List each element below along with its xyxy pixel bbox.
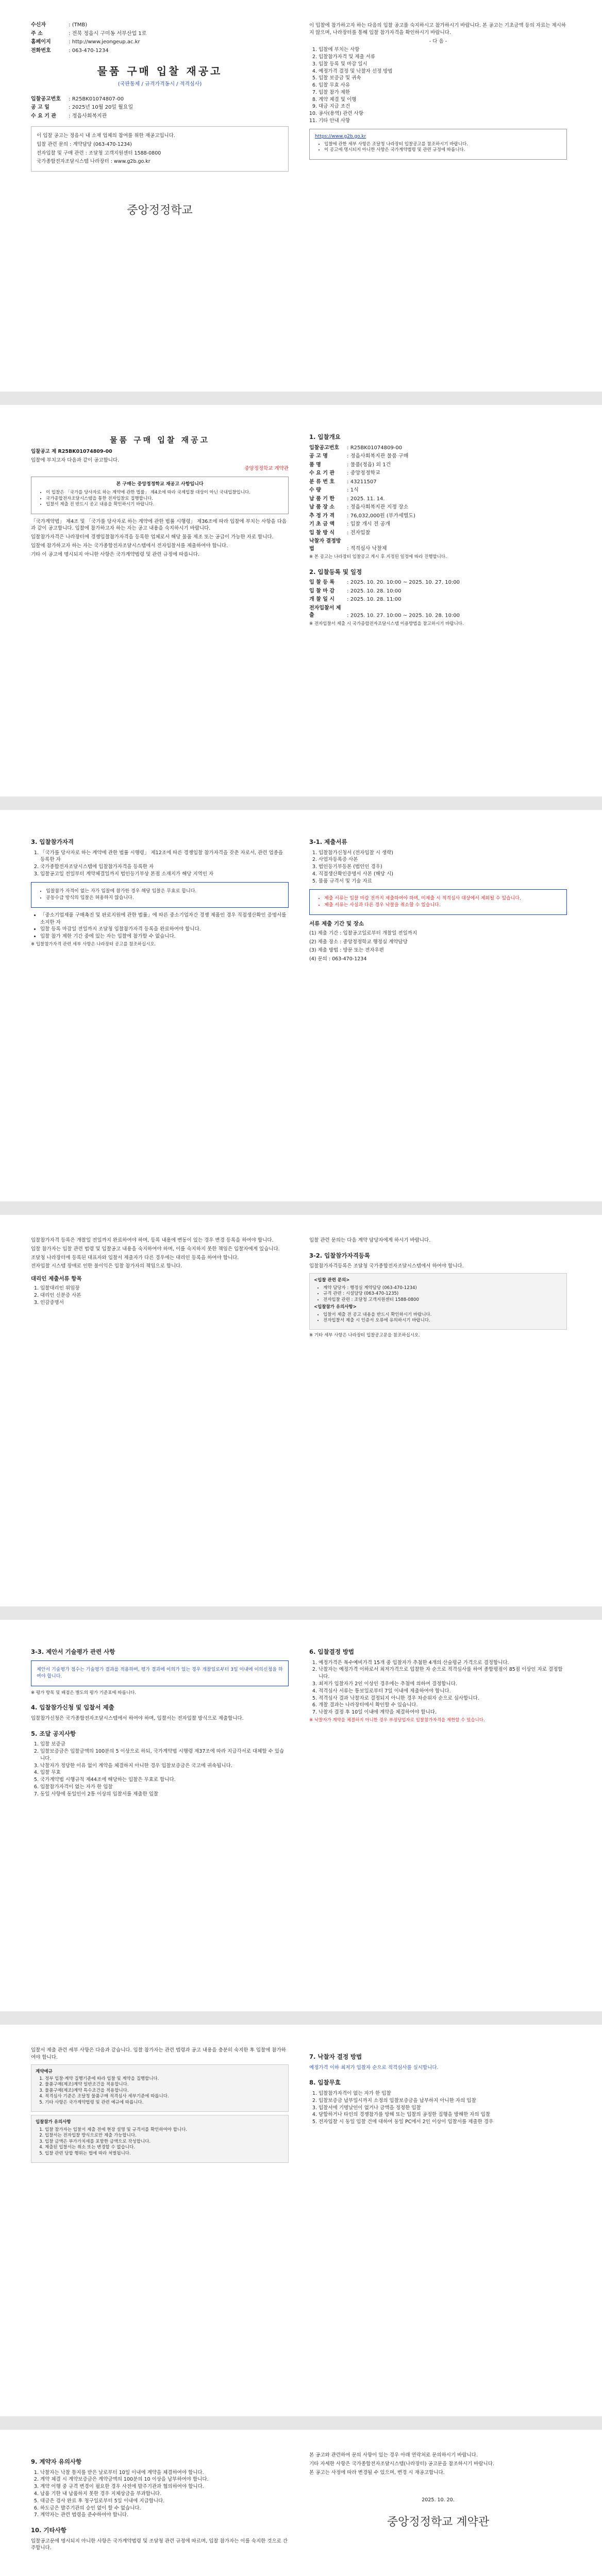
- outline-item: 7. 입찰 참가 제한: [319, 89, 567, 96]
- row-label: 공 고 명: [309, 453, 328, 460]
- decision-item: 5. 적격심사 결과 낙찰자로 결정되지 아니한 경우 차순위자 순으로 심사합니다.: [319, 1695, 567, 1702]
- row-value: 2025. 10. 28. 10:00: [350, 588, 402, 594]
- notice-date: 2025. 10. 20.: [422, 2497, 455, 2503]
- qualification-item: • 「중소기업제품 구매촉진 및 판로지원에 관한 법률」에 따른 중소기업자간 경쟁 제품인 경우 직접생산확인 증명서를 소지한 자: [40, 912, 289, 926]
- row-value: 정읍사회복지관 물품 구매: [350, 453, 409, 460]
- note: ※ 평가 항목 및 배점은 별도의 평가 기준표에 따릅니다.: [31, 1690, 136, 1696]
- procurement-item: 7. 동일 사항에 동일인이 2통 이상의 입찰서를 제출한 입찰: [40, 1791, 289, 1798]
- row-label: 추 정 가 격: [309, 513, 335, 519]
- section-heading: 2. 입찰등록 및 일정: [309, 568, 362, 575]
- box-line: • 공동수급 방식의 입찰은 허용하지 않습니다.: [46, 895, 283, 902]
- contractor-item: 3. 계약 이행 중 규격 변경이 필요한 경우 사전에 발주기관과 협의하여야 합니다.: [40, 2483, 289, 2490]
- signature-block: 중앙정정학교 계약관: [387, 2516, 490, 2529]
- overview-row: 입찰공고번호 : R25BK01074809-00: [309, 445, 567, 452]
- closing-line: 본 공고와 관련하여 문의 사항이 있는 경우 아래 연락처로 문의하시기 바랍니다.: [309, 2452, 478, 2458]
- row-label: 수 요 기 관: [31, 113, 57, 119]
- note-item: • 이 공고에 명시되지 아니한 사항은 국가계약법령 및 관련 규정에 따릅니다.: [324, 147, 561, 153]
- body-paragraph: 입찰참가자격은 나라장터에 경쟁입찰참가자격을 등록한 업체로서 해당 물품 제조 또는 공급이 가능한 자로 합니다.: [31, 534, 274, 540]
- submission-line: (1) 제출 기간 : 입찰공고일로부터 개찰일 전일까지: [309, 930, 417, 936]
- outline-item: 2. 입찰참가자격 및 제출 서류: [319, 54, 567, 61]
- row-value: 입찰 개시 전 공개: [350, 521, 390, 528]
- box-line: • 이 입찰은 「국가를 당사자로 하는 계약에 관한 법률」 제4조에 따라 국제입찰 대상이 아닌 국내입찰입니다.: [46, 490, 283, 496]
- intro-text: 입찰참가자격등록은 조달청 국가종합전자조달시스템에서 하여야 합니다.: [309, 1263, 464, 1269]
- section-divider: - 다 음 -: [429, 38, 447, 44]
- box-line: • 입찰참가 자격이 없는 자가 입찰에 참가한 경우 해당 입찰은 무효로 합니다.: [46, 888, 283, 895]
- document-item: 2. 사업자등록증 사본: [319, 856, 567, 863]
- page-separator: [0, 1201, 602, 1215]
- row-label: 기 초 금 액: [309, 521, 335, 528]
- row-label: 홈페이지: [31, 39, 51, 45]
- row-value: R25BK01074807-00: [72, 96, 124, 102]
- row-label: 입 찰 방 식: [309, 530, 335, 536]
- page3-left: [31, 831, 289, 949]
- row-label: 분 류 번 호: [309, 479, 335, 485]
- page4-left: [31, 1235, 289, 1308]
- section-heading: 8. 입찰무효: [309, 2079, 341, 2087]
- page2-left: [31, 426, 289, 560]
- caution-item: 4. 제출된 입찰서는 취소 또는 변경할 수 없습니다.: [45, 2145, 284, 2150]
- contractor-item: 1. 낙찰자는 낙찰 통지를 받은 날로부터 10일 이내에 계약을 체결하여야 합니다.: [40, 2469, 289, 2477]
- caution-item: 5. 입찰 관련 담합 행위는 법에 따라 처벌됩니다.: [45, 2151, 284, 2157]
- row-value: 전자입찰: [350, 530, 371, 536]
- row-value: 2025. 10. 20. 10:00 ~ 2025. 10. 27. 10:00: [350, 580, 460, 586]
- row-value: (TMB): [72, 22, 88, 28]
- outline-item: 11. 기타 안내 사항: [319, 117, 567, 125]
- meta-row: 수 요 기 관 : 정읍사회복지관: [31, 113, 289, 121]
- row-value: 물품(정읍) 외 1건: [350, 462, 391, 468]
- note: ※ 입찰참가자격 관련 세부 사항은 나라장터 공고를 참조하십시오.: [31, 941, 156, 947]
- contractor-item: 5. 대금은 검사 완료 후 청구일로부터 5일 이내에 지급합니다.: [40, 2498, 289, 2505]
- page1-left: [31, 21, 289, 219]
- notice-box: [31, 477, 289, 514]
- body-paragraph: 전자입찰 시스템 장애로 인한 불이익은 입찰 참가자의 책임으로 합니다.: [31, 1263, 182, 1269]
- page5-left: [31, 1640, 289, 1799]
- page-3: [0, 810, 602, 1201]
- body-text: 입찰공고문에 명시되지 아니한 사항은 국가계약법령 및 조달청 관련 규정에 따르며, 입찰 참가자는 이를 숙지한 것으로 간주합니다.: [31, 2538, 288, 2551]
- row-label: 수 요 기 관: [309, 470, 335, 477]
- page-separator: [0, 2011, 602, 2025]
- signature-block: 중앙정정학교: [127, 204, 193, 217]
- page-6: [0, 2025, 602, 2416]
- caution-item: 1. 입찰 참가자는 입찰서 제출 전에 현장 설명 및 규격서를 확인하여야 합니다.: [45, 2127, 284, 2133]
- header-line: 수신자 : (TMB): [31, 22, 289, 29]
- highlight-line: 제안서 기술평가 점수는 기술평가 결과를 적용하며, 평가 결과에 이의가 있는 경우 개찰일로부터 3일 이내에 이의신청을 하여야 합니다.: [37, 1667, 283, 1679]
- decision-item: 6. 개찰 결과는 나라장터에서 확인할 수 있습니다.: [319, 1702, 567, 1709]
- page-separator: [0, 392, 602, 405]
- regulation-item: 2. 물품구매(제조)계약 일반조건을 적용합니다.: [45, 2082, 284, 2088]
- row-label: 전자입찰서 제출: [309, 605, 341, 619]
- overview-row: 납 품 장 소 : 정읍사회복지관 지정 장소: [309, 504, 567, 512]
- row-value: R25BK01074809-00: [350, 445, 403, 451]
- row-value: 중앙정정학교: [350, 470, 380, 477]
- intro-text: 입찰 관련 문의는 다음 계약 담당자에게 하시기 바랍니다.: [309, 1238, 431, 1243]
- page7-right: [309, 2450, 567, 2531]
- contractor-item: 2. 계약 체결 시 계약보증금은 계약금액의 100분의 10 이상을 납부하여야 합니다.: [40, 2476, 289, 2483]
- section-heading: 6. 입찰결정 방법: [309, 1648, 355, 1655]
- page2-title: 물품 구매 입찰 재공고: [109, 435, 210, 445]
- outline-list: [309, 46, 567, 124]
- sub-heading: 서류 제출 기간 및 장소: [309, 920, 364, 927]
- outline-item: 10. 공사(용역) 관련 사항: [319, 110, 567, 117]
- contact-line: • 규격 관련 : 시설담당 (063-470-1235): [323, 1291, 562, 1297]
- row-label: 품 명: [309, 462, 321, 468]
- meta-row: 공 고 일 : 2025년 10월 20일 월요일: [31, 104, 289, 112]
- link-box: [309, 129, 567, 160]
- row-label: 수 량: [309, 487, 321, 494]
- page7-left: [31, 2450, 289, 2553]
- submission-line: (3) 제출 방법 : 방문 또는 전자우편: [309, 947, 384, 954]
- page2-right: [309, 426, 567, 629]
- body-paragraph: 기타 이 공고에 명시되지 아니한 사항은 국가계약법령 및 관련 규정에 따릅니다.: [31, 551, 199, 557]
- header-line: 주 소 : 전북 정읍시 구미동 서부산업 1로: [31, 30, 289, 38]
- section-heading: 10. 기타사항: [31, 2527, 66, 2534]
- regulation-box: [31, 2064, 289, 2112]
- box-title: <입찰 관련 문의>: [314, 1278, 350, 1283]
- decision-item: 3. 최저가 입찰자가 2인 이상인 경우에는 추첨에 의하여 결정합니다.: [319, 1681, 567, 1688]
- qualification-item: 2. 국가종합전자조달시스템에 입찰참가자격을 등록한 자: [40, 863, 289, 871]
- qualification-item: • 입찰 참가 제한 기간 중에 있는 자는 입찰에 참가할 수 없습니다.: [40, 933, 289, 940]
- row-value: 정읍사회복지관: [72, 113, 107, 119]
- row-label: 입 찰 등 록: [309, 580, 335, 586]
- note: ※ 본 공고는 나라장터 입찰공고 게시 후 지정된 일정에 따라 진행합니다.: [309, 554, 447, 560]
- invalid-item: 1. 입찰참가자격이 없는 자가 한 입찰: [319, 2090, 567, 2097]
- row-value: 063-470-1234: [72, 47, 109, 54]
- page3-right: [309, 831, 567, 964]
- warning-line: • 제출 서류는 사실과 다른 경우 낙찰을 취소할 수 있습니다.: [324, 902, 561, 909]
- procurement-item: 5. 국가계약법 시행규칙 제44조에 해당하는 입찰은 무효로 합니다.: [40, 1776, 289, 1784]
- procurement-item: 3. 낙찰자가 정당한 이유 없이 계약을 체결하지 아니한 경우 입찰보증금은 국고에 귀속됩니다.: [40, 1762, 289, 1770]
- invalid-item: 3. 입찰서에 기명날인이 없거나 금액을 정정한 입찰: [319, 2105, 567, 2112]
- sub-item: 3. 인감증명서: [40, 1299, 289, 1307]
- page6-left: [31, 2045, 289, 2166]
- page-2: [0, 405, 602, 796]
- note: ※ 기타 세부 사항은 나라장터 입찰공고문을 참조하십시오.: [309, 1333, 420, 1338]
- procurement-item: 6. 입찰참가자격이 없는 자가 한 입찰: [40, 1784, 289, 1791]
- row-label: 주 소: [31, 30, 43, 37]
- body-paragraph: 입찰참가자격 등록은 개찰일 전일까지 완료하여야 하며, 등록 내용에 변동이 있는 경우 변경 등록을 하여야 합니다.: [31, 1238, 274, 1243]
- document-item: 3. 법인등기부등본 (법인인 경우): [319, 863, 567, 871]
- box-line: • 국가종합전자조달시스템을 통한 전자입찰로 집행합니다.: [46, 496, 283, 502]
- section-heading: 1. 입찰개요: [309, 433, 341, 440]
- invalid-item: 4. 담합하거나 타인의 경쟁참가를 방해 또는 입찰의 공정한 집행을 방해한 자의 입찰: [319, 2111, 567, 2119]
- section-heading: 3-2. 입찰참가자격등록: [309, 1251, 371, 1259]
- section-heading: 3-1. 제출서류: [309, 838, 347, 845]
- org-name: 중앙정정학교 계약관: [244, 466, 289, 472]
- contractor-item: 4. 납품 기한 내 납품하지 못한 경우 지체상금을 부과합니다.: [40, 2490, 289, 2498]
- caution-box: [31, 2115, 289, 2163]
- page-separator: [0, 1606, 602, 1620]
- overview-row: 납 품 기 한 : 2025. 11. 14.: [309, 496, 567, 503]
- row-value: 2025. 10. 27. 10:00 ~ 2025. 10. 28. 10:00: [350, 613, 460, 619]
- row-label: 입찰공고번호: [309, 445, 339, 451]
- body-paragraph: 입찰에 참가하고자 하는 자는 국가종합전자조달시스템에서 전자입찰서를 제출하여야 합니다.: [31, 543, 228, 549]
- closing-line: 기타 자세한 사항은 국가종합전자조달시스템(나라장터) 공고문을 참조하시기 바랍니다.: [309, 2461, 494, 2467]
- outline-item: 9. 대금 지급 조건: [319, 103, 567, 110]
- intro-text: 입찰서 제출 관련 세부 사항은 다음과 같습니다. 입찰 참가자는 관련 법령과 공고 내용을 충분히 숙지한 후 입찰에 참가하여야 합니다.: [31, 2047, 286, 2060]
- body-paragraph: 입찰 참가자는 입찰 관련 법령 및 입찰공고 내용을 숙지하여야 하며, 이를 숙지하지 못한 책임은 입찰자에게 있습니다.: [31, 1246, 280, 1252]
- body-paragraph: 「국가계약법」 제4조 및 「국가를 당사자로 하는 계약에 관한 법률 시행령」 제36조에 따라 입찰에 부치는 사항을 다음과 같이 공고합니다. 입찰에 참가하고자 하는 자는 공고 내용을 숙지하시기 바랍니다.: [31, 518, 287, 532]
- row-label: 입 찰 마 감: [309, 588, 335, 594]
- row-label: 전화번호: [31, 47, 51, 54]
- overview-row: 입 찰 방 식 : 전자입찰: [309, 530, 567, 537]
- page4-right: [309, 1235, 567, 1341]
- schedule-row: 입 찰 마 감 : 2025. 10. 28. 10:00: [309, 588, 567, 596]
- sub-item: 2. 대리인 신분증 사본: [40, 1292, 289, 1299]
- regulation-item: 4. 적격심사 기준은 조달청 물품구매 적격심사 세부기준에 따릅니다.: [45, 2094, 284, 2099]
- overview-list: [309, 445, 567, 553]
- highlight-text: 예정가격 이하 최저가 입찰자 순으로 적격심사를 실시합니다.: [309, 2064, 439, 2071]
- regulation-item: 1. 정부 입찰·계약 집행기준에 따라 입찰 및 계약을 집행합니다.: [45, 2076, 284, 2082]
- page-separator: [0, 796, 602, 810]
- row-value: 전북 정읍시 구미동 서부산업 1로: [72, 30, 147, 37]
- row-label: 개 찰 일 시: [309, 597, 335, 603]
- outline-item: 8. 계약 체결 및 이행: [319, 96, 567, 104]
- caution-item: 3. 입찰 금액은 부가가치세를 포함한 금액으로 작성합니다.: [45, 2139, 284, 2145]
- outline-item: 1. 입찰에 부치는 사항: [319, 46, 567, 54]
- decision-item: 1. 예정가격은 복수예비가격 15개 중 입찰자가 추첨한 4개의 산술평균 가격으로 결정합니다.: [319, 1659, 567, 1667]
- invalid-item: 5. 전자입찰 시 동일 입찰 건에 대하여 동일 PC에서 2인 이상이 입찰서를 제출한 경우: [319, 2119, 567, 2126]
- overview-row: 수 량 : 1식: [309, 487, 567, 495]
- warning-note: ※ 낙찰자가 계약을 체결하지 아니한 경우 부정당업자로 입찰참가자격을 제한할 수 있습니다.: [309, 1717, 485, 1723]
- page-separator: [0, 2416, 602, 2430]
- intro-text: 입찰에 부치고자 다음과 같이 공고합니다.: [31, 457, 120, 463]
- overview-row: 품 명 : 물품(정읍) 외 1건: [309, 462, 567, 469]
- outline-item: 5. 입찰 보증금 및 귀속: [319, 75, 567, 82]
- contact-box: [309, 1273, 567, 1330]
- page5-right: [309, 1640, 567, 1725]
- row-value: 정읍사회복지관 지정 장소: [350, 504, 409, 511]
- caution-line: • 입찰서 제출 전 공고 내용을 반드시 확인하시기 바랍니다.: [323, 1312, 562, 1318]
- letter-header: [31, 22, 289, 55]
- decision-item: 4. 적격심사 서류는 통보일로부터 7일 이내에 제출하여야 합니다.: [319, 1688, 567, 1695]
- warning-line: • 제출 서류는 입찰 마감 전까지 제출하여야 하며, 미제출 시 적격심사 대상에서 제외될 수 있습니다.: [324, 895, 561, 902]
- page-4: [0, 1215, 602, 1606]
- row-value: 43211507: [350, 479, 377, 485]
- row-value: 적격심사 낙찰제: [350, 546, 387, 552]
- decision-item: 2. 낙찰자는 예정가격 이하로서 최저가격으로 입찰한 자 순으로 적격심사를 하여 종합평점이 85점 이상인 자로 결정합니다.: [319, 1666, 567, 1681]
- header-line: 전화번호 : 063-470-1234: [31, 47, 289, 55]
- document-item: 5. 물품 규격서 및 기술 자료: [319, 878, 567, 885]
- row-value: 2025년 10월 20일 월요일: [72, 105, 133, 110]
- row-value: http://www.jeongeup.ac.kr: [72, 39, 140, 45]
- notice-line: 입찰 관련 문의 : 계약담당 (063-470-1234): [37, 141, 132, 147]
- contact-line: • 계약 담당자 : 행정실 계약담당 (063-470-1234): [323, 1285, 562, 1291]
- page1-title: 물품 구매 입찰 재공고: [97, 65, 223, 77]
- closing-line: 본 공고는 사정에 따라 변경될 수 있으며, 변경 시 재공고합니다.: [309, 2469, 445, 2476]
- regulation-item: 5. 기타 사항은 국가계약법령 및 관련 예규에 따릅니다.: [45, 2100, 284, 2106]
- row-label: 수신자: [31, 22, 46, 28]
- invalid-item: 2. 입찰보증금 납부일시까지 소정의 입찰보증금을 납부하지 아니한 자의 입찰: [319, 2097, 567, 2105]
- overview-row: 기 초 금 액 : 입찰 개시 전 공개: [309, 521, 567, 529]
- outline-item: 4. 예정가격 결정 및 낙찰자 선정 방법: [319, 68, 567, 75]
- row-label: 납 품 장 소: [309, 504, 335, 511]
- notice-line: 전자입찰 및 구매 관련 : 조달청 고객지원센터 1588-0800: [37, 150, 161, 156]
- box-title: 본 구매는 중앙정정학교 재공고 사항입니다: [116, 482, 204, 487]
- page-5: [0, 1620, 602, 2011]
- section-heading: 7. 낙찰자 결정 방법: [309, 2053, 362, 2060]
- caution-line: • 전자입찰서 제출 시 인증서 오류에 유의하시기 바랍니다.: [323, 1318, 562, 1324]
- outline-item: 3. 입찰 등록 및 마감 일시: [319, 61, 567, 68]
- section-heading: 5. 조달 공지사항: [31, 1730, 76, 1737]
- box-title: 입찰참가 유의사항: [36, 2120, 71, 2125]
- row-value: 2025. 11. 14.: [350, 496, 385, 502]
- procurement-item: 1. 입찰 보증금: [40, 1741, 289, 1748]
- outline-item: 6. 입찰 무효 사유: [319, 82, 567, 89]
- notice-box: [31, 126, 289, 172]
- contact-line: • 전자입찰 관련 : 조달청 고객지원센터 1588-0800: [323, 1297, 562, 1303]
- note: ※ 전자입찰서 제출 시 국가종합전자조달시스템 이용방법을 참고하시기 바랍니다.: [309, 621, 464, 626]
- regulation-item: 3. 물품구매(제조)계약 특수조건을 적용합니다.: [45, 2088, 284, 2094]
- procurement-item: 2. 입찰보증금은 입찰금액의 100분의 5 이상으로 하되, 국가계약법 시행령 제37조에 따라 지급각서로 대체할 수 있습니다.: [40, 1748, 289, 1762]
- section-heading: 9. 계약자 유의사항: [31, 2458, 82, 2465]
- header-line: 홈페이지 : http://www.jeongeup.ac.kr: [31, 39, 289, 46]
- meta-row: 입찰공고번호 : R25BK01074807-00: [31, 96, 289, 104]
- caution-item: 2. 입찰서는 전자입찰 방식으로만 제출 가능합니다.: [45, 2133, 284, 2139]
- overview-row: 공 고 명 : 정읍사회복지관 물품 구매: [309, 453, 567, 461]
- row-label: 공 고 일: [31, 105, 49, 110]
- warning-box: [309, 889, 567, 915]
- notice-number: 입찰공고 제 R25BK01074809-00: [31, 448, 112, 454]
- page-1: [0, 0, 602, 392]
- schedule-row: 전자입찰서 제출 : 2025. 10. 27. 10:00 ~ 2025. 10. 28. 10:00: [309, 605, 567, 620]
- decision-item: 7. 낙찰자 결정 후 10일 이내에 계약을 체결하여야 합니다.: [319, 1709, 567, 1716]
- qualification-item: 1. 「국가를 당사자로 하는 계약에 관한 법률 시행령」 제12조에 따른 경쟁입찰 참가자격을 갖춘 자로서, 관련 업종을 등록한 자: [40, 850, 289, 864]
- box-title: 계약예규: [36, 2069, 53, 2074]
- qualification-item: • 입찰 등록 마감일 전일까지 조달청 입찰참가자격 등록을 완료하여야 합니다.: [40, 926, 289, 933]
- note-item: • 입찰에 관한 세부 사항은 조달청 나라장터 입찰공고를 참조하시기 바랍니다.: [324, 142, 561, 147]
- sub-item: 1. 입찰대리인 위임장: [40, 1285, 289, 1292]
- contractor-item: 7. 계약자는 관련 법령을 준수하여야 합니다.: [40, 2512, 289, 2519]
- row-label: 납 품 기 한: [309, 496, 335, 502]
- procurement-item: 4. 입찰 무효: [40, 1769, 289, 1776]
- notice-line: 국가종합전자조달시스템 나라장터 : www.g2b.go.kr: [37, 159, 150, 165]
- overview-row: 수 요 기 관 : 중앙정정학교: [309, 470, 567, 478]
- section-heading: 3-3. 제안서 기술평가 관련 사항: [31, 1648, 115, 1655]
- intro-text: 이 입찰에 참가하고자 하는 다음의 입찰 공고를 숙지하시고 참가하시기 바랍니다. 본 공고는 기초금액 등의 자료는 제시하지 않으며, 나라장터를 통해 입찰 참가자격을 확인하시기 바랍니다.: [309, 23, 566, 36]
- schedule-row: 개 찰 일 시 : 2025. 10. 28. 11:00: [309, 596, 567, 604]
- box-line: • 입찰서 제출 전 반드시 공고 내용을 확인하시기 바랍니다.: [46, 502, 283, 507]
- notice-box: [31, 1660, 289, 1686]
- document-item: 1. 입찰참가신청서 (전자입찰 시 생략): [319, 850, 567, 857]
- page1-subtitle: (국판통제 / 규격가격동시 / 적격심사): [118, 81, 202, 87]
- schedule-list: [309, 579, 567, 620]
- contractor-item: 6. 하도급은 발주기관의 승인 없이 할 수 없습니다.: [40, 2505, 289, 2512]
- notice-line: 이 입찰 공고는 정읍시 내 소재 업체의 참여를 위한 재공고입니다.: [37, 133, 175, 139]
- box-title: <입찰참가 유의사항>: [314, 1304, 357, 1310]
- row-value: 1식: [350, 487, 359, 494]
- page6-right: [309, 2045, 567, 2127]
- page-7: [0, 2430, 602, 2576]
- notice-meta: [31, 96, 289, 121]
- sub-heading: 대리인 제출서류 항목: [31, 1276, 82, 1282]
- row-label: 입찰공고번호: [31, 96, 61, 102]
- submission-line: (4) 문의 : 063-470-1234: [309, 956, 367, 962]
- row-value: 76,032,000원 (부가세별도): [350, 513, 415, 519]
- g2b-link[interactable]: https://www.g2b.go.kr: [315, 133, 366, 139]
- schedule-row: 입 찰 등 록 : 2025. 10. 20. 10:00 ~ 2025. 10. 27. 10:00: [309, 579, 567, 587]
- page1-right: [309, 21, 567, 164]
- section-heading: 4. 입찰참가신청 및 입찰서 제출: [31, 1704, 114, 1711]
- section-heading: 3. 입찰참가자격: [31, 838, 74, 845]
- qualification-item: 3. 입찰공고일 전일부터 계약체결일까지 법인등기부상 본점 소재지가 해당 지역인 자: [40, 871, 289, 878]
- body-paragraphs: [31, 518, 289, 558]
- row-label: 낙찰자 결정방법: [309, 538, 341, 552]
- overview-row: 낙찰자 결정방법 : 적격심사 낙찰제: [309, 538, 567, 553]
- body-text: 입찰참가신청은 국가종합전자조달시스템에서 하여야 하며, 입찰서는 전자입찰 방식으로 제출합니다.: [31, 1715, 244, 1721]
- overview-row: 분 류 번 호 : 43211507: [309, 479, 567, 486]
- row-value: 2025. 10. 28. 11:00: [350, 597, 402, 603]
- overview-row: 추 정 가 격 : 76,032,000원 (부가세별도): [309, 513, 567, 520]
- submission-line: (2) 제출 장소 : 중앙정정학교 행정실 계약담당: [309, 939, 408, 945]
- document-item: 4. 직접생산확인증명서 사본 (해당 시): [319, 871, 567, 878]
- notice-box: [31, 882, 289, 908]
- body-paragraph: 조달청 나라장터에 등록된 대표자와 입찰서 제출자가 다른 경우에는 대리인 등록을 하여야 합니다.: [31, 1255, 239, 1261]
